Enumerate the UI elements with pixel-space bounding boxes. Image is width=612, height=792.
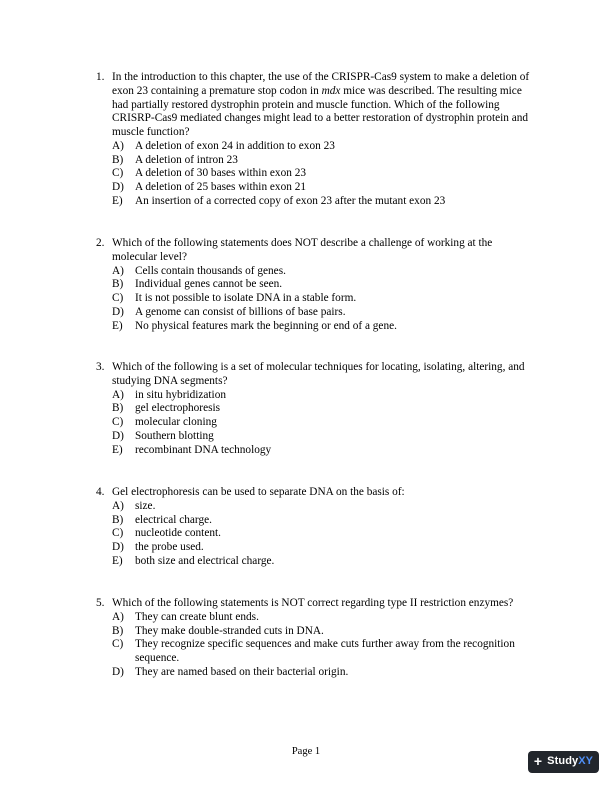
question-number: 1.: [96, 71, 105, 83]
option-a: A) Cells contain thousands of genes.: [112, 264, 286, 277]
question-number: 5.: [96, 597, 105, 609]
question-stem: Which of the following statements does NOT describe a challenge of working at the molecular level?: [112, 237, 493, 263]
option-e: E) No physical features mark the beginning or end of a gene.: [112, 319, 397, 332]
page-number: Page 1: [291, 746, 321, 757]
option-d: D) They are named based on their bacterial origin.: [112, 665, 349, 678]
option-c: C) It is not possible to isolate DNA in a stable form.: [112, 292, 357, 304]
mdx-italic: mdx: [321, 84, 341, 97]
studyxy-badge[interactable]: [528, 751, 599, 773]
option-d: D) Southern blotting: [112, 429, 214, 442]
option-b: B) electrical charge.: [112, 513, 212, 526]
option-list: [96, 140, 540, 209]
option-b: B) A deletion of intron 23: [112, 153, 238, 166]
option-b: B) They make double-stranded cuts in DNA.: [112, 624, 324, 637]
option-d: D) A deletion of 25 bases within exon 21: [112, 181, 306, 193]
option-b: B) gel electrophoresis: [112, 402, 221, 415]
question-stem: Which of the following is a set of molecular techniques for locating, isolating, altering, and studying DNA segments?: [112, 361, 525, 387]
option-list: [96, 265, 540, 334]
option-a: A) A deletion of exon 24 in addition to exon 23: [112, 139, 335, 152]
option-c: C) nucleotide content.: [112, 527, 221, 540]
brand-accent: XY: [578, 755, 594, 768]
question-stem: Gel electrophoresis can be used to separate DNA on the basis of:: [112, 486, 405, 498]
option-list: [96, 500, 540, 569]
option-e: E) An insertion of a corrected copy of exon 23 after the mutant exon 23: [112, 194, 446, 207]
option-e: E) recombinant DNA technology: [112, 443, 272, 456]
option-c: C) They recognize specific sequences and make cuts further away from the recognition sequence.: [112, 638, 515, 664]
brand-main: Study: [547, 755, 579, 768]
option-d: D) A genome can consist of billions of base pairs.: [112, 305, 346, 318]
question-5: [96, 597, 540, 680]
option-list: [96, 389, 540, 458]
option-c: C) A deletion of 30 bases within exon 23: [112, 167, 306, 180]
question-number: 2.: [96, 237, 105, 249]
option-list: [96, 611, 540, 680]
question-number: 4.: [96, 486, 105, 498]
question-stem: In the introduction to this chapter, the use of the CRISPR-Cas9 system to make a deletion of exon 23 containing a premature stop codon in mdx mice was described. The resulting mice had partially restored dystrophin protein and muscle function. Which of the following CRISRP-Cas9 mediated changes might lead to a better restoration of dystrophin protein and muscle function?: [112, 71, 530, 138]
option-a: A) They can create blunt ends.: [112, 610, 259, 623]
option-a: A) in situ hybridization: [112, 388, 226, 401]
option-d: D) the probe used.: [112, 541, 204, 553]
question-stem: Which of the following statements is NOT correct regarding type II restriction enzymes?: [112, 597, 514, 609]
question-1: [96, 71, 540, 209]
option-e: E) both size and electrical charge.: [112, 554, 275, 567]
question-3: [96, 361, 540, 457]
option-a: A) size.: [112, 499, 156, 512]
option-c: C) molecular cloning: [112, 416, 217, 428]
question-number: 3.: [96, 361, 105, 373]
plus-icon: +: [533, 753, 543, 770]
option-b: B) Individual genes cannot be seen.: [112, 278, 283, 291]
question-2: [96, 237, 540, 333]
question-4: [96, 486, 540, 569]
